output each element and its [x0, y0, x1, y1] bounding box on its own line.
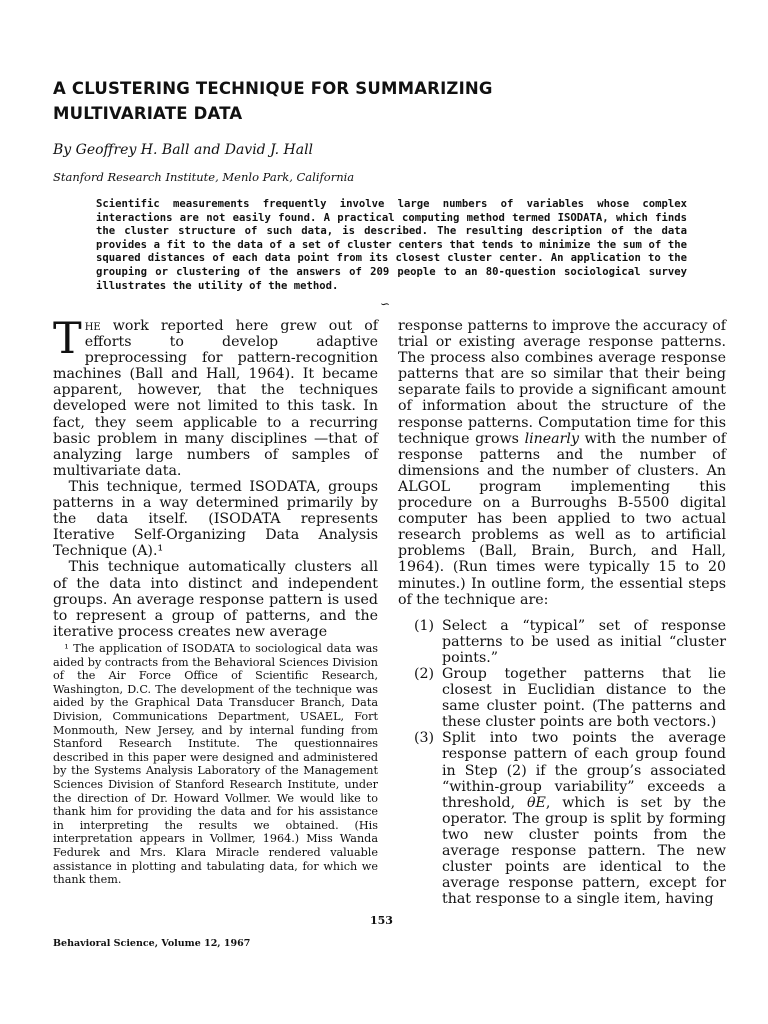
paragraph-2: This technique, termed ISODATA, groups patterns in a way determined primarily by the data itself. (ISODATA represents Iterative Self-Organizing Data Analysis Technique (A).¹	[53, 478, 378, 560]
footnote-text: ¹ The application of ISODATA to sociological data was aided by contracts from the Behavioral Sciences Division of the Air Force Office of Scientific Research, Washington, D.C. The development of the technique was aided by the Graphical Data Transducer Branch, Data Division, Communications Department, USAEL, Fort Monmouth, New Jersey, and by internal funding from Stanford Research Institute. The questionnaires described in this paper were designed and administered by the Systems Analysis Laboratory of the Management Sciences Division of Stanford Research Institute, under the direction of Dr. Howard Vollmer. We would like to thank him for providing the data and for his assistance in interpreting the results we obtained. (His interpretation appears in Vollmer, 1964.) Miss Wanda Fedurek and Mrs. Klara Miracle rendered valuable assistance in plotting and tabulating data, for which we thank them.	[53, 642, 378, 887]
paragraph-1-text: work reported here grew out of efforts to develop adaptive preprocessing for pattern-recognition machines (Ball and Hall, 1964). It became apparent, however, that the techniques developed were not limited to this task. In fact, they seem applicable to a recurring basic problem in many disciplines —that of analyzing large numbers of samples of multivariate data.	[53, 318, 378, 479]
right-column	[398, 318, 726, 907]
step-text: Group together patterns that lie closest in Euclidian distance to the same cluster point. (The patterns and these cluster points are both vectors.)	[442, 665, 726, 731]
paragraph-4	[398, 318, 726, 608]
left-column	[53, 314, 378, 640]
step-1	[398, 618, 726, 666]
step-text-a: Split into two points the average response pattern of each group found in Step (2) if the group’s associated “within-group variability” exceeds a threshold,	[442, 730, 726, 811]
step-2	[398, 666, 726, 730]
step-text-b: , which is set by the operator. The group is split by forming two new cluster points from the average response pattern. The new cluster points are identical to the average response pattern, except for that response to a single item, having	[442, 794, 726, 908]
step-number: (2)	[414, 665, 435, 682]
step-3	[398, 730, 726, 907]
page-number: 153	[370, 914, 393, 927]
theta-symbol: θE	[526, 794, 546, 811]
section-ornament: ∽	[380, 297, 391, 311]
step-number: (3)	[414, 730, 435, 747]
paper-title	[53, 76, 733, 126]
paragraph-4-text-b: with the number of response patterns and the number of dimensions and the number of clusters. An ALGOL program implementing this procedure on a Burroughs B-5500 digital computer has been applied to two actual research problems as well as to artificial problems (Ball, Brain, Burch, and Hall, 1964). (Run times were typically 15 to 20 minutes.) In outline form, the essential steps of the technique are:	[398, 430, 727, 608]
journal-footer: Behavioral Science, Volume 12, 1967	[53, 938, 251, 949]
step-number: (1)	[414, 617, 435, 634]
title-line-2: MULTIVARIATE DATA	[53, 104, 243, 123]
paragraph-1	[53, 314, 378, 479]
authors: By Geoffrey H. Ball and David J. Hall	[53, 142, 314, 158]
drop-cap: T	[53, 314, 82, 364]
step-text: Select a “typical” set of response patterns to be used as initial “cluster points.”	[442, 617, 726, 666]
emphasis-linearly: linearly	[524, 430, 579, 447]
abstract: Scientific measurements frequently involve large numbers of variables whose complex interactions are not easily found. A practical computing method termed ISODATA, which finds the cluster structure of such data, is described. The resulting description of the data provides a fit to the data of a set of cluster centers that tends to minimize the sum of the squared distances of each data point from its closest cluster center. An application to the grouping or clustering of the answers of 209 people to an 80-question sociological survey illustrates the utility of the method.	[96, 198, 687, 292]
small-caps-lead: he	[84, 318, 101, 334]
footnote	[53, 642, 378, 887]
paragraph-4-text-a: response patterns to improve the accuracy of trial or existing average response patterns. The process also combines average response patterns that are so similar that their being separate fails to provide a significant amount of information about the structure of the response patterns. Computation time for this technique grows	[398, 318, 726, 447]
steps-list	[398, 618, 726, 908]
title-line-1: A CLUSTERING TECHNIQUE FOR SUMMARIZING	[53, 79, 493, 98]
paragraph-3: This technique automatically clusters all of the data into distinct and independent groups. An average response pattern is used to represent a group of patterns, and the iterative process creates new average	[53, 559, 378, 640]
affiliation: Stanford Research Institute, Menlo Park, California	[53, 170, 355, 184]
